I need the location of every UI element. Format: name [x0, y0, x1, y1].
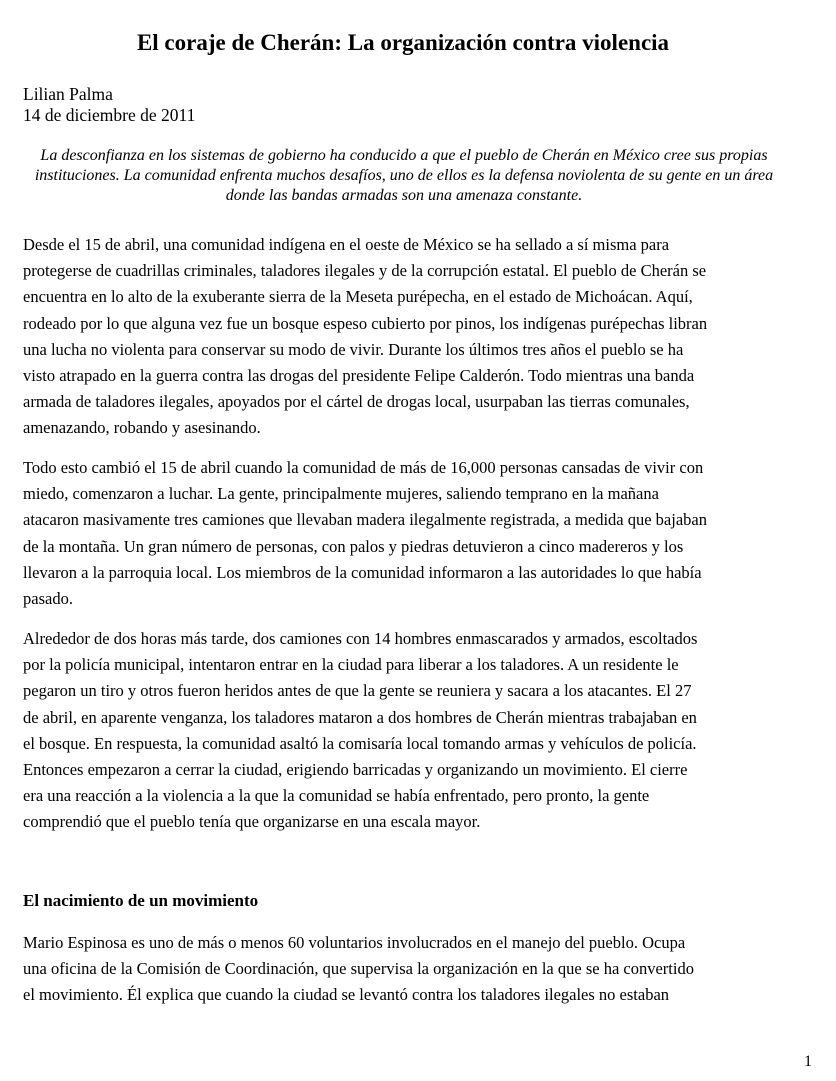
abstract: La desconfianza en los sistemas de gobierno ha conducido a que el pueblo de Cherán en México cree sus propias instituciones. La comunidad enfrenta muchos desafíos, uno de ellos es la defensa noviolenta de su gente en un área donde las bandas armadas son una amenaza constante. — [34, 147, 774, 204]
text-line: protegerse de cuadrillas criminales, taladores ilegales y de la corrupción estatal. El pueblo de Cherán se — [23, 261, 707, 281]
paragraph-2 — [23, 455, 813, 612]
section-heading: El nacimiento de un movimiento — [23, 891, 259, 910]
text-line: Desde el 15 de abril, una comunidad indígena en el oeste de México se ha sellado a sí misma para — [23, 235, 670, 254]
text-line: Entonces empezaron a cerrar la ciudad, erigiendo barricadas y organizando un movimiento. El cierre — [23, 760, 688, 780]
publication-date: 14 de diciembre de 2011 — [23, 105, 196, 125]
text-line: el bosque. En respuesta, la comunidad asaltó la comisaría local tomando armas y vehículos de policía. — [23, 733, 697, 753]
paragraph-4 — [23, 930, 813, 1009]
text-line: llevaron a la parroquia local. Los miembros de la comunidad informaron a las autoridades lo que había — [23, 562, 702, 582]
text-line: miedo, comenzaron a luchar. La gente, principalmente mujeres, saliendo temprano en la mañana — [23, 484, 659, 504]
text-line: Alrededor de dos horas más tarde, dos camiones con 14 hombres enmascarados y armados, escoltados — [23, 629, 698, 648]
text-line: una lucha no violenta para conservar su modo de vivir. Durante los últimos tres años el pueblo se ha — [23, 339, 684, 359]
text-line: comprendió que el pueblo tenía que organizarse en una escala mayor. — [23, 812, 481, 832]
text-line: el movimiento. Él explica que cuando la ciudad se levantó contra los taladores ilegales no estaban — [23, 985, 670, 1005]
paragraph-1 — [23, 232, 813, 442]
document-title: El coraje de Cherán: La organización contra violencia — [136, 30, 670, 55]
text-line: pasado. — [23, 589, 73, 609]
author-name: Lilian Palma — [23, 84, 113, 104]
text-line: armada de taladores ilegales, apoyados por el cártel de drogas local, usurpaban las tierras comunales, — [23, 392, 690, 412]
text-line: encuentra en lo alto de la exuberante sierra de la Meseta purépecha, en el estado de Michoácan. Aquí, — [23, 287, 693, 307]
text-line: una oficina de la Comisión de Coordinación, que supervisa la organización en la que se ha convertido — [23, 959, 694, 979]
page-number: 1 — [804, 1053, 812, 1070]
text-line: pegaron un tiro y otros fueron heridos antes de que la gente se reuniera y sacara a los atacantes. El 27 — [23, 681, 692, 701]
text-line: por la policía municipal, intentaron entrar en la ciudad para liberar a los taladores. A un residente le — [23, 655, 679, 675]
text-line: amenazando, robando y asesinando. — [23, 418, 261, 438]
text-line: atacaron masivamente tres camiones que llevaban madera ilegalmente registrada, a medida que bajaban — [23, 510, 707, 530]
text-line: era una reacción a la violencia a la que la comunidad se había enfrentado, pero pronto, la gente — [23, 786, 650, 806]
text-line: de la montaña. Un gran número de personas, con palos y piedras detuvieron a cinco madereros y los — [23, 536, 684, 556]
text-line: rodeado por lo que alguna vez fue un bosque espeso cubierto por pinos, los indígenas purépechas libran — [23, 313, 708, 333]
text-line: visto atrapado en la guerra contra las drogas del presidente Felipe Calderón. Todo mientras una banda — [23, 366, 695, 386]
paragraph-3 — [23, 626, 813, 836]
text-line: de abril, en aparente venganza, los taladores mataron a dos hombres de Cherán mientras trabajaban en — [23, 707, 697, 727]
text-line: Mario Espinosa es uno de más o menos 60 voluntarios involucrados en el manejo del pueblo. Ocupa — [23, 933, 686, 952]
text-line: Todo esto cambió el 15 de abril cuando la comunidad de más de 16,000 personas cansadas de vivir con — [23, 458, 704, 477]
